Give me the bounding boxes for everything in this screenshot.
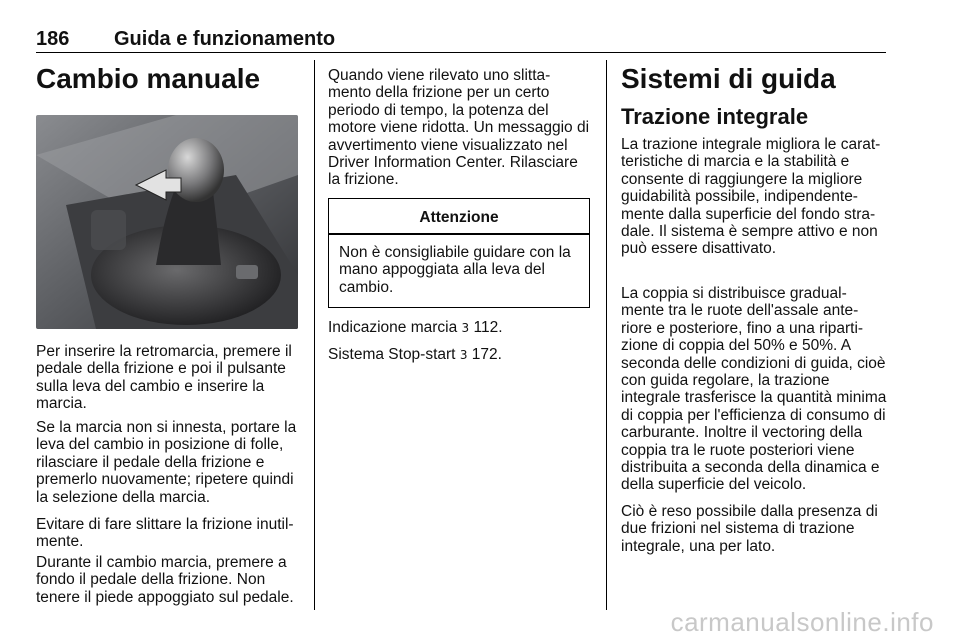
gear-lever-photo <box>36 115 298 329</box>
warning-title: Attenzione <box>419 209 499 226</box>
paragraph: Evitare di fare slittare la frizione inutil-mente. <box>36 516 294 551</box>
ref-page: 112. <box>473 319 503 336</box>
ref-label: Indicazione marcia <box>328 319 458 336</box>
ref-page: 172. <box>471 346 502 363</box>
warning-box <box>328 198 590 308</box>
paragraph: La trazione integrale migliora le carat-teristiche di marcia e la stabilità e consente di raggiungere la migliore guidabilità possibile, indipendente-mente dalla superficie del fondo stra-dale. Il sistema è sempre attivo e non può essere disattivato. <box>621 136 881 258</box>
column-divider-2 <box>606 60 607 610</box>
watermark: carmanualsonline.info <box>670 607 934 637</box>
header-rule <box>36 52 886 53</box>
paragraph: Per inserire la retromarcia, premere il pedale della frizione e poi il pulsante sulla leva del cambio e inserire la marcia. <box>36 343 292 413</box>
page-ref-arrow-icon: 3 <box>459 348 468 362</box>
paragraph: Durante il cambio marcia, premere a fondo il pedale della frizione. Non tenere il piede appoggiato sul pedale. <box>36 554 294 606</box>
section-title-cambio: Cambio manuale <box>36 63 261 94</box>
subsection-title: Trazione integrale <box>621 104 809 129</box>
paragraph: Se la marcia non si innesta, portare la leva del cambio in posizione di folle, rilasciare il pedale della frizione e premerlo nuovamente; ripetere quindi la selezione della marcia. <box>36 419 297 506</box>
ref-label: Sistema Stop-start <box>328 346 456 363</box>
ref-link-gear-indicator[interactable] <box>328 319 592 337</box>
warning-text: Non è consigliabile guidare con la mano appoggiata alla leva del cambio. <box>339 244 571 296</box>
section-title-sistemi: Sistemi di guida <box>621 63 836 94</box>
paragraph: Ciò è reso possibile dalla presenza di due frizioni nel sistema di trazione integrale, una per lato. <box>621 503 878 555</box>
warning-rule <box>329 233 589 235</box>
page-number: 186 <box>36 28 70 50</box>
ref-link-stop-start[interactable] <box>328 346 592 364</box>
paragraph: Quando viene rilevato uno slitta-mento della frizione per un certo periodo di tempo, la potenza del motore viene ridotta. Un messaggio di avvertimento viene visualizzato nel Driver Information Center. Rilasciare la frizione. <box>328 67 590 189</box>
chapter-title: Guida e funzionamento <box>114 28 336 50</box>
paragraph: La coppia si distribuisce gradual-mente tra le ruote dell'assale ante-riore e posteriore, fino a una riparti-zione di coppia del 50% e 50%. A seconda delle condizioni di guida, cioè con guida regolare, la trazione integrale trasferisce la quantità minima di coppia per l'efficienza di consumo di carburante. Inoltre il vectoring della coppia tra le ruote posteriori viene distribuita a seconda della dinamica e della superficie del veicolo. <box>621 285 887 494</box>
column-divider-1 <box>314 60 315 610</box>
page-ref-arrow-icon: 3 <box>461 321 470 335</box>
